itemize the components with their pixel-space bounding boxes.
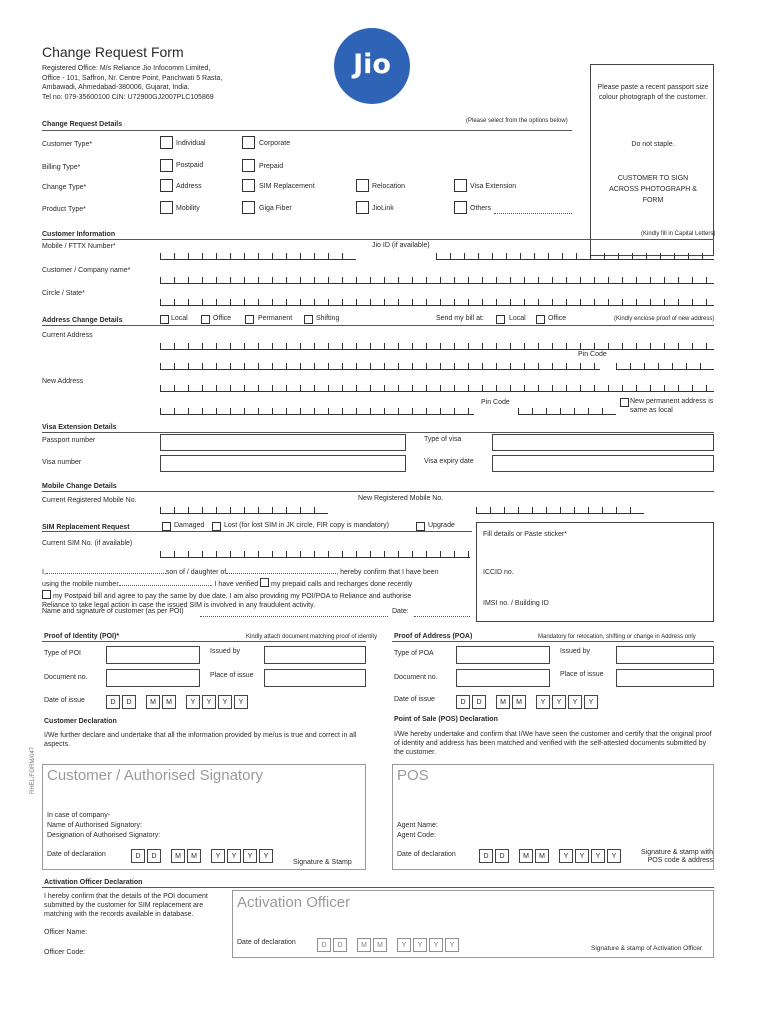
pos-signature-box[interactable]: POS Agent Name: Agent Code: Date of declaration D D M M Y Y Y Y Signature & stamp with POS code & address: [392, 764, 714, 870]
poa-type-field[interactable]: [456, 646, 550, 664]
jio-id-field[interactable]: [436, 248, 714, 260]
checkbox-corporate[interactable]: [242, 136, 255, 149]
circle-state-field[interactable]: [160, 294, 714, 306]
checkbox-others[interactable]: [454, 201, 467, 214]
poa-issued-by-field[interactable]: [616, 646, 714, 664]
visa-number-field[interactable]: [160, 455, 406, 472]
customer-signatory-box[interactable]: Customer / Authorised Signatory In case of company- Name of Authorised Signatory: Designation of Authorised Signatory: Date of declaration D D M M Y Y Y Y Signature & Stamp: [42, 764, 366, 870]
checkbox-same-as-local[interactable]: [620, 398, 629, 407]
checkbox-bill-local[interactable]: [496, 315, 505, 324]
section-address-change: Address Change Details: [42, 317, 123, 324]
new-address-line-2[interactable]: [160, 403, 474, 415]
current-sim-field[interactable]: [160, 546, 470, 558]
form-page: Change Request Form Registered Office: M/s Reliance Jio Infocomm Limited, Office - 101, Saffron, Nr. Centre Point, Panchwati 5 Rasta, Ambawadi, Ahmedabad-380006, Gujarat, India. Tel no: 079-35600100 CIN: U72900GJ2007PLC105869 Jio Please paste a recent passport size colour photograph of the customer. Do not staple. CUSTOMER TO SIGN ACROSS PHOTOGRAPH & FORM Change Request Details (Please select from the options below) Customer Type* Individual Corporate Billing Type* Postpaid Prepaid Change Type* Address SIM Replacement Relocation Visa Extension Product Type* Mobility Giga Fiber JioLink Others Customer Information (Kindly fill in Capital Letters) Mobile / FTTX Number* Jio ID (if available) Customer / Company name* Circle / State* Address Change Details Local Office Permanent Shifting Send my bill at: Local Office (Kindly enclose proof of new address) Current Address Pin Code New Address Pin Code New permanent address is same as local Visa Extension Details Passport number Type of visa Visa number Visa expiry date Mobile Change Details Current Registered Mobile No. New Registered Mobile No. SIM Replacement Request Damaged Lost (for lost SIM in JK circle, FIR copy is mandatory) Upgrade Current SIM No. (if available) Fill details or Paste sticker* ICCID no. IMSI no. / Building ID I, son of / daughter of , hereby confirm that I have been using the mobile number . I have verified my prepaid calls and recharges done recently my Postpaid bill and agree to pay the same by due date. I am also providing my POI/POA to Reliance and authorise Reliance to take legal action in case the issued SIM is involved in any fraudulent activity. Name and signature of customer (as per POI) Date: Proof of Identity (POI)* Kindly attach document matching proof of identity Type of POI Issued by Document no. Place of issue Date of issue D D M M Y Y Y Y Proof of Address (POA) Mandatory for relocation, shifting or change in Address only Type of POA Issued by Document no. Place of issue Date of issue D D M M Y Y Y Y Customer Declaration I/We further declare and undertake that all the information provided by me/us is true and correct in all aspects. RHEL/FORM/047 Customer / Authorised Signatory In case of company- Name of Authorised Signatory: Designation of Authorised Signatory: Date of declaration D D M M Y Y Y Y Signature & Stamp Point of Sale (POS) Declaration I/We hereby undertake and confirm that I/We have seen the customer and certify that the original proof of identity and address has been matched and verified with the self-attested documents submitted by the customer. POS Agent Name: Agent Code: Date of declaration D D M M Y Y Y Y Signature & stamp with POS code & address Activation Officer Declaration I hereby confirm that the details of the POI document submitted by the customer for SIM replacement are matching with the records available in database. Officer Name: Officer Code: Activation Officer Date of declaration D D M M Y Y Y Y Signature & stamp of Activation Officer: [28, 28, 718, 988]
checkbox-prepaid-calls[interactable]: [260, 578, 269, 587]
passport-number-field[interactable]: [160, 434, 406, 451]
section-change-request: Change Request Details: [42, 121, 123, 128]
type-of-visa-field[interactable]: [492, 434, 714, 451]
sim-sticker-box[interactable]: Fill details or Paste sticker* ICCID no. IMSI no. / Building ID: [476, 522, 714, 622]
current-pin-code[interactable]: [616, 358, 714, 370]
sim-declaration: I, son of / daughter of , hereby confirm that I have been using the mobile number . I have verified my prepaid calls and recharges done recently my Postpaid bill and agree to pay the same by due date. I am also providing my POI/POA to Reliance and authorise Reliance to take legal action in case the issued SIM is involved in any fraudulent activity.: [42, 565, 472, 610]
customer-name-line[interactable]: [46, 565, 166, 574]
jio-logo: Jio: [334, 28, 410, 104]
section-customer-declaration: Customer Declaration: [44, 718, 117, 725]
section-sim-replacement: SIM Replacement Request: [42, 524, 130, 531]
section-poa: Proof of Address (POA): [394, 633, 473, 640]
poi-place-field[interactable]: [264, 669, 366, 687]
new-mobile-field[interactable]: [476, 502, 644, 514]
mobile-number-line[interactable]: [119, 577, 211, 586]
checkbox-individual[interactable]: [160, 136, 173, 149]
customer-signature-line[interactable]: [200, 608, 388, 617]
checkbox-prepaid[interactable]: [242, 159, 255, 172]
section-pos-declaration: Point of Sale (POS) Declaration: [394, 716, 498, 723]
checkbox-shifting[interactable]: [304, 315, 313, 324]
customer-name-field[interactable]: [160, 272, 714, 284]
current-mobile-field[interactable]: [160, 502, 328, 514]
checkbox-office[interactable]: [201, 315, 210, 324]
poa-place-field[interactable]: [616, 669, 714, 687]
registered-office: Registered Office: M/s Reliance Jio Infocomm Limited, Office - 101, Saffron, Nr. Centre Point, Panchwati 5 Rasta, Ambawadi, Ahmedabad-380006, Gujarat, India. Tel no: 079-35600100 CIN: U72900GJ2007PLC105869: [42, 65, 223, 101]
checkbox-bill-office[interactable]: [536, 315, 545, 324]
checkbox-address[interactable]: [160, 179, 173, 192]
checkbox-upgrade[interactable]: [416, 522, 425, 531]
new-pin-code[interactable]: [518, 403, 616, 415]
others-line[interactable]: [494, 205, 572, 214]
checkbox-giga-fiber[interactable]: [242, 201, 255, 214]
current-address-line-2[interactable]: [160, 358, 600, 370]
photo-box: Please paste a recent passport size colour photograph of the customer. Do not staple. CUSTOMER TO SIGN ACROSS PHOTOGRAPH & FORM: [590, 64, 714, 256]
section-poi: Proof of Identity (POI)*: [44, 633, 120, 640]
new-address-line-1[interactable]: [160, 380, 714, 392]
mobile-number-field[interactable]: [160, 248, 356, 260]
side-code: RHEL/FORM/047: [30, 746, 36, 794]
checkbox-local[interactable]: [160, 315, 169, 324]
checkbox-permanent[interactable]: [245, 315, 254, 324]
poi-type-field[interactable]: [106, 646, 200, 664]
poi-issued-by-field[interactable]: [264, 646, 366, 664]
checkbox-sim-replacement[interactable]: [242, 179, 255, 192]
section-visa: Visa Extension Details: [42, 424, 117, 431]
section-activation-officer: Activation Officer Declaration: [44, 879, 143, 886]
checkbox-postpaid[interactable]: [160, 159, 173, 172]
parent-name-line[interactable]: [226, 565, 336, 574]
form-title: Change Request Form: [42, 44, 184, 60]
section-customer-info: Customer Information: [42, 231, 116, 238]
section-mobile-change: Mobile Change Details: [42, 483, 117, 490]
checkbox-postpaid-bill[interactable]: [42, 590, 51, 599]
visa-expiry-field[interactable]: [492, 455, 714, 472]
sim-date-line[interactable]: [414, 608, 470, 617]
checkbox-damaged[interactable]: [162, 522, 171, 531]
checkbox-lost[interactable]: [212, 522, 221, 531]
checkbox-relocation[interactable]: [356, 179, 369, 192]
checkbox-jiolink[interactable]: [356, 201, 369, 214]
poa-document-field[interactable]: [456, 669, 550, 687]
poi-document-field[interactable]: [106, 669, 200, 687]
checkbox-mobility[interactable]: [160, 201, 173, 214]
checkbox-visa-extension[interactable]: [454, 179, 467, 192]
current-address-line-1[interactable]: [160, 338, 714, 350]
activation-officer-box[interactable]: Activation Officer Date of declaration D D M M Y Y Y Y Signature & stamp of Activation Officer: [232, 890, 714, 958]
